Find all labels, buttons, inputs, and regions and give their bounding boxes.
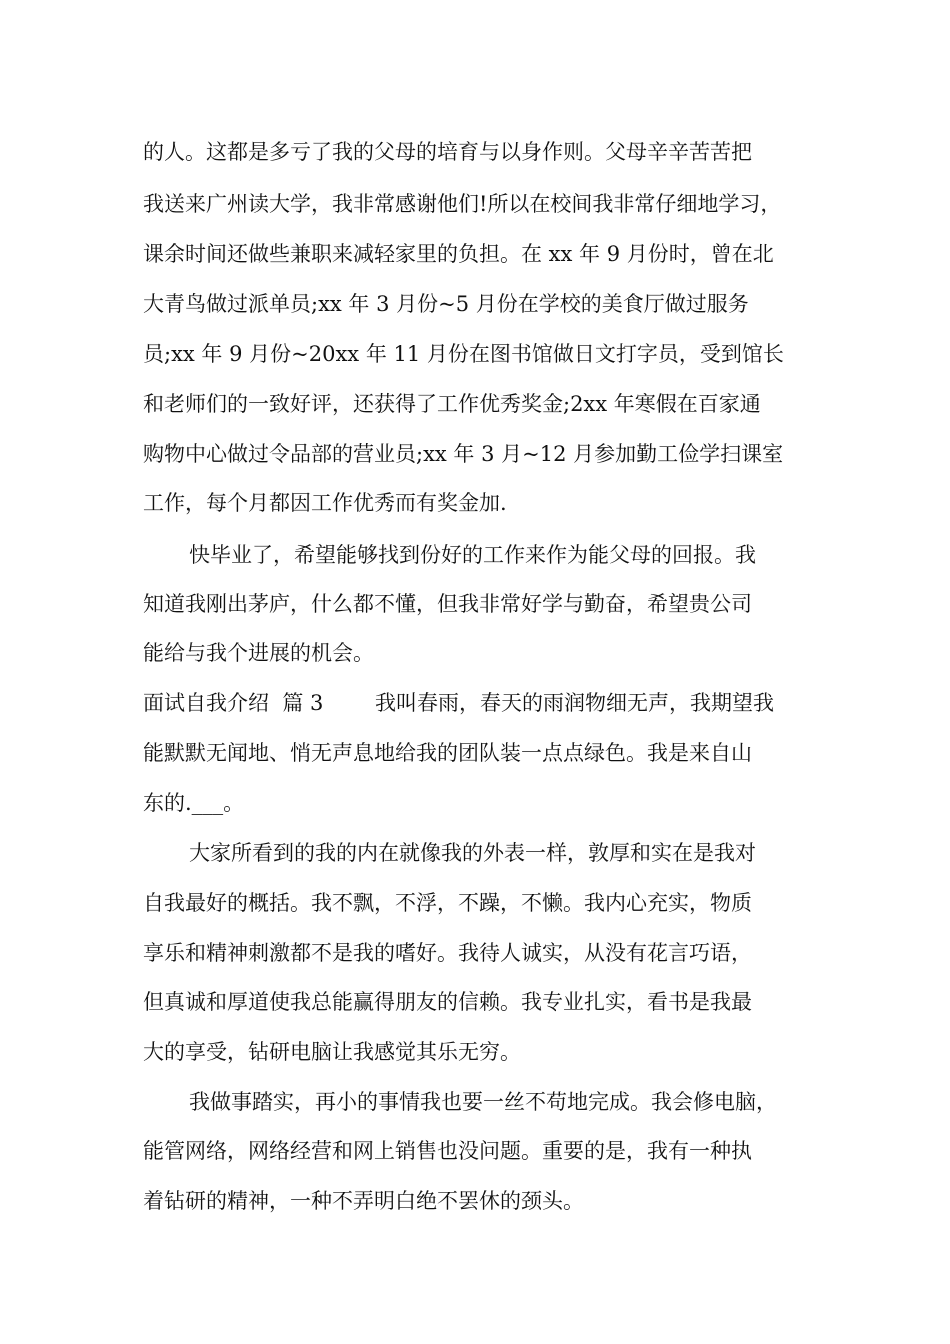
text-line: 大的享受，钻研电脑让我感觉其乐无穷。: [143, 1040, 521, 1064]
text-line: 享乐和精神刺激都不是我的嗜好。我待人诚实，从没有花言巧语，: [143, 941, 752, 965]
section-heading: 面试自我介绍 篇 3: [143, 691, 324, 715]
text-line: 自我最好的概括。我不飘，不浮，不躁，不懒。我内心充实，物质: [143, 891, 752, 915]
text-line: 的人。这都是多亏了我的父母的培育与以身作则。父母辛辛苦苦把: [143, 140, 752, 164]
text-line: 我做事踏实，再小的事情我也要一丝不苟地完成。我会修电脑，: [189, 1090, 777, 1114]
section-heading-line: [143, 688, 823, 718]
text-line: 员;xx 年 9 月份~20xx 年 11 月份在图书馆做日文打字员，受到馆长: [143, 342, 784, 366]
text-line: 和老师们的一致好评，还获得了工作优秀奖金;2xx 年寒假在百家通: [143, 392, 761, 416]
text-line: 东的.___。: [143, 791, 245, 815]
text-line: 我叫春雨，春天的雨润物细无声，我期望我: [375, 691, 774, 715]
text-line: 大青鸟做过派单员;xx 年 3 月份~5 月份在学校的美食厅做过服务: [143, 292, 749, 316]
text-line: 大家所看到的我的内在就像我的外表一样，敦厚和实在是我对: [189, 841, 756, 865]
text-line: 购物中心做过令品部的营业员;xx 年 3 月~12 月参加勤工俭学扫课室: [143, 442, 784, 466]
text-line: 能默默无闻地、悄无声息地给我的团队装一点点绿色。我是来自山: [143, 741, 752, 765]
text-line: 但真诚和厚道使我总能赢得朋友的信赖。我专业扎实，看书是我最: [143, 990, 752, 1014]
text-line: 快毕业了，希望能够找到份好的工作来作为能父母的回报。我: [189, 543, 756, 567]
text-line: 我送来广州读大学，我非常感谢他们!所以在校间我非常仔细地学习，: [143, 192, 782, 216]
text-line: 着钻研的精神，一种不弄明白绝不罢休的颈头。: [143, 1189, 584, 1213]
text-line: 能管网络，网络经营和网上销售也没问题。重要的是，我有一种执: [143, 1139, 752, 1163]
text-line: 能给与我个进展的机会。: [143, 641, 374, 665]
text-line: 工作，每个月都因工作优秀而有奖金加.: [143, 491, 507, 515]
text-line: 课余时间还做些兼职来减轻家里的负担。在 xx 年 9 月份时，曾在北: [143, 242, 774, 266]
text-line: 知道我刚出茅庐，什么都不懂，但我非常好学与勤奋，希望贵公司: [143, 592, 752, 616]
